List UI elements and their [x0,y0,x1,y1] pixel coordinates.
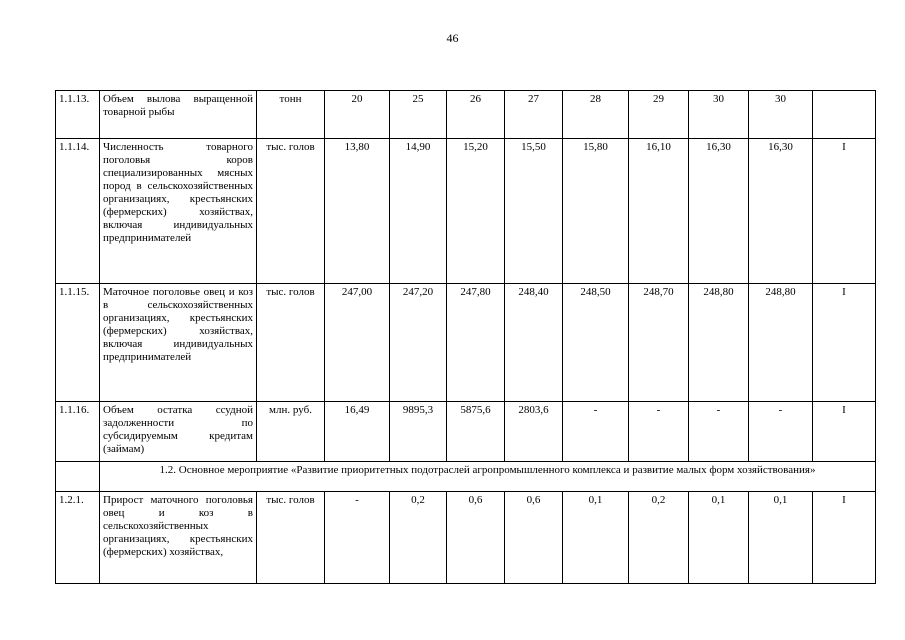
value-cell: 16,10 [629,139,689,284]
value-cell: - [749,402,813,462]
value-cell: I [813,139,876,284]
indicator-name: Прирост маточного поголовья овец и коз в сельскохозяйственных организациях, крестьянских (фермерских) хозяйствах, [100,492,257,584]
table-row [56,91,876,139]
row-number: 1.1.16. [56,402,100,462]
row-number: 1.1.15. [56,284,100,402]
unit-cell: тыс. голов [257,492,325,584]
value-cell: 30 [749,91,813,139]
table-row [56,284,876,402]
value-cell: 248,80 [749,284,813,402]
indicator-name: Маточное поголовье овец и коз в сельскохозяйственных организациях, крестьянских (фермерских) хозяйствах, включая индивидуальных предпринимателей [100,284,257,402]
value-cell: 30 [689,91,749,139]
value-cell: - [689,402,749,462]
value-cell: 20 [325,91,390,139]
row-number: 1.1.14. [56,139,100,284]
value-cell: 0,6 [447,492,505,584]
value-cell: 248,80 [689,284,749,402]
value-cell: 26 [447,91,505,139]
row-number: 1.1.13. [56,91,100,139]
value-cell: 15,80 [563,139,629,284]
table-row [56,492,876,584]
value-cell: 16,30 [749,139,813,284]
value-cell: 247,00 [325,284,390,402]
unit-cell: тыс. голов [257,284,325,402]
section-title: 1.2. Основное мероприятие «Развитие приоритетных подотраслей агропромышленного комплекса и развитие малых форм хозяйствования» [100,462,876,492]
value-cell: 248,70 [629,284,689,402]
value-cell: 0,2 [390,492,447,584]
value-cell: 248,50 [563,284,629,402]
value-cell: I [813,402,876,462]
unit-cell: тонн [257,91,325,139]
value-cell: 25 [390,91,447,139]
row-number: 1.2.1. [56,492,100,584]
value-cell: 13,80 [325,139,390,284]
value-cell: 0,2 [629,492,689,584]
value-cell: - [629,402,689,462]
value-cell: 27 [505,91,563,139]
value-cell: 15,50 [505,139,563,284]
value-cell: 5875,6 [447,402,505,462]
value-cell: 0,1 [563,492,629,584]
value-cell: 0,6 [505,492,563,584]
value-cell: 247,20 [390,284,447,402]
value-cell: 0,1 [689,492,749,584]
value-cell: 15,20 [447,139,505,284]
page-number: 46 [446,31,459,45]
value-cell: 0,1 [749,492,813,584]
unit-cell: млн. руб. [257,402,325,462]
value-cell: 29 [629,91,689,139]
value-cell: I [813,284,876,402]
value-cell: 248,40 [505,284,563,402]
value-cell: 28 [563,91,629,139]
table-row [56,402,876,462]
value-cell: 9895,3 [390,402,447,462]
section-number-cell [56,462,100,492]
value-cell: 14,90 [390,139,447,284]
section-row [56,462,876,492]
indicator-name: Численность товарного поголовья коров специализированных мясных пород в сельскохозяйственных организациях, крестьянских (фермерских) хозяйствах, включая индивидуальных предпринимателей [100,139,257,284]
indicators-table [55,90,876,584]
indicator-name: Объем вылова выращенной товарной рыбы [100,91,257,139]
table-row [56,139,876,284]
unit-cell: тыс. голов [257,139,325,284]
value-cell: 16,49 [325,402,390,462]
value-cell: I [813,492,876,584]
value-cell [813,91,876,139]
value-cell: - [325,492,390,584]
indicator-name: Объем остатка ссудной задолженности по субсидируемым кредитам (займам) [100,402,257,462]
value-cell: - [563,402,629,462]
value-cell: 16,30 [689,139,749,284]
value-cell: 247,80 [447,284,505,402]
value-cell: 2803,6 [505,402,563,462]
